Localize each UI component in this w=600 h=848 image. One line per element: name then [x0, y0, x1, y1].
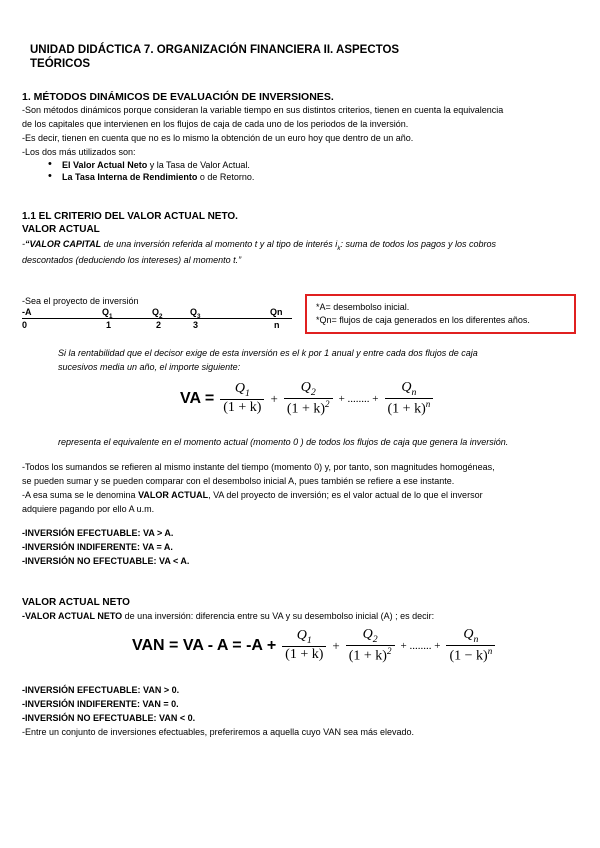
legend-box: *A= desembolso inicial. *Qn= flujos de caja generados en los diferentes años.	[305, 294, 576, 334]
document-title: UNIDAD DIDÁCTICA 7. ORGANIZACIÓN FINANCIERA II. ASPECTOS TEÓRICOS	[30, 44, 400, 70]
van-formula: VAN = VA - A = -A + $\frac{Q_1}{(1 + k)}$ + $\frac{Q_2}{(1 + k)^2}$ + ........ + $\frac{Q_n}{(1 - k)^n}$	[130, 627, 495, 673]
section-1-heading: 1. MÉTODOS DINÁMICOS DE EVALUACIÓN DE INVERSIONES.	[22, 91, 334, 103]
criterion: -INVERSIÓN INDIFERENTE: VAN = 0.	[22, 699, 179, 709]
paragraph: de los capitales que intervienen en los flujos de caja de cada uno de los periodos de la inversión.	[22, 119, 409, 129]
paragraph: -Entre un conjunto de inversiones efectuables, preferiremos a aquella cuyo VAN sea más elevado.	[22, 727, 415, 737]
list-item: • El Valor Actual Neto y la Tasa de Valor Actual.	[62, 160, 250, 170]
subheading-valor-actual: VALOR ACTUAL	[22, 224, 100, 235]
paragraph: -Todos los sumandos se refieren al mismo instante del tiempo (momento 0) y, por tanto, son magnitudes homogéneas,	[22, 462, 495, 472]
paragraph: -Los dos más utilizados son:	[22, 147, 136, 157]
definition: -“VALOR CAPITAL de una inversión referida al momento t y al tipo de interés $i_k$: suma de todos los pagos y los cobros	[22, 239, 497, 252]
paragraph: -Es decir, tienen en cuenta que no es lo mismo la obtención de un euro hoy que dentro de un año.	[22, 133, 414, 143]
paragraph: representa el equivalente en el momento actual (momento 0 ) de todos los flujos de caja que genera la inversión.	[58, 437, 509, 447]
paragraph: -A esa suma se le denomina VALOR ACTUAL, VA del proyecto de inversión; es el valor actual de lo que el inversor	[22, 490, 483, 500]
section-1-1-heading: 1.1 EL CRITERIO DEL VALOR ACTUAL NETO.	[22, 211, 238, 222]
criterion: -INVERSIÓN EFECTUABLE: VAN > 0.	[22, 685, 180, 695]
list-item: • La Tasa Interna de Rendimiento o de Retorno.	[62, 172, 254, 182]
paragraph: se pueden sumar y se pueden comparar con el desembolso inicial A, pues también se refiere a ese instante.	[22, 476, 455, 486]
paragraph: adquiere pagando por ello A u.m.	[22, 504, 155, 514]
criterion: -INVERSIÓN NO EFECTUABLE: VAN < 0.	[22, 713, 196, 723]
paragraph: sucesivos media un año, el importe siguiente:	[58, 362, 241, 372]
project-row-amounts: -A $Q_1$ $Q_2$ $Q_3$ Qn	[22, 307, 292, 319]
project-row-periods: 0 1 2 3 n	[22, 320, 280, 330]
paragraph: Si la rentabilidad que el decisor exige de esta inversión es el k por 1 anual y entre cada dos flujos de caja	[58, 348, 478, 358]
definition: -VALOR ACTUAL NETO de una inversión: diferencia entre su VA y su desembolso inicial (A) ; es decir:	[22, 611, 435, 621]
criterion: -INVERSIÓN NO EFECTUABLE: VA < A.	[22, 556, 190, 566]
va-formula: VA = $\frac{Q_1}{(1 + k)}$ + $\frac{Q_2}{(1 + k)^2}$ + ........ + $\frac{Q_n}{(1 + k)^n}$	[178, 380, 433, 426]
subheading-van: VALOR ACTUAL NETO	[22, 597, 130, 608]
project-intro: -Sea el proyecto de inversión	[22, 296, 139, 306]
criterion: -INVERSIÓN EFECTUABLE: VA > A.	[22, 528, 174, 538]
criterion: -INVERSIÓN INDIFERENTE: VA = A.	[22, 542, 173, 552]
definition-line2: descontados (deduciendo los intereses) al momento t.”	[22, 255, 242, 265]
paragraph: -Son métodos dinámicos porque consideran la variable tiempo en sus distintos criterios, tienen en cuenta la equivalencia	[22, 105, 504, 115]
